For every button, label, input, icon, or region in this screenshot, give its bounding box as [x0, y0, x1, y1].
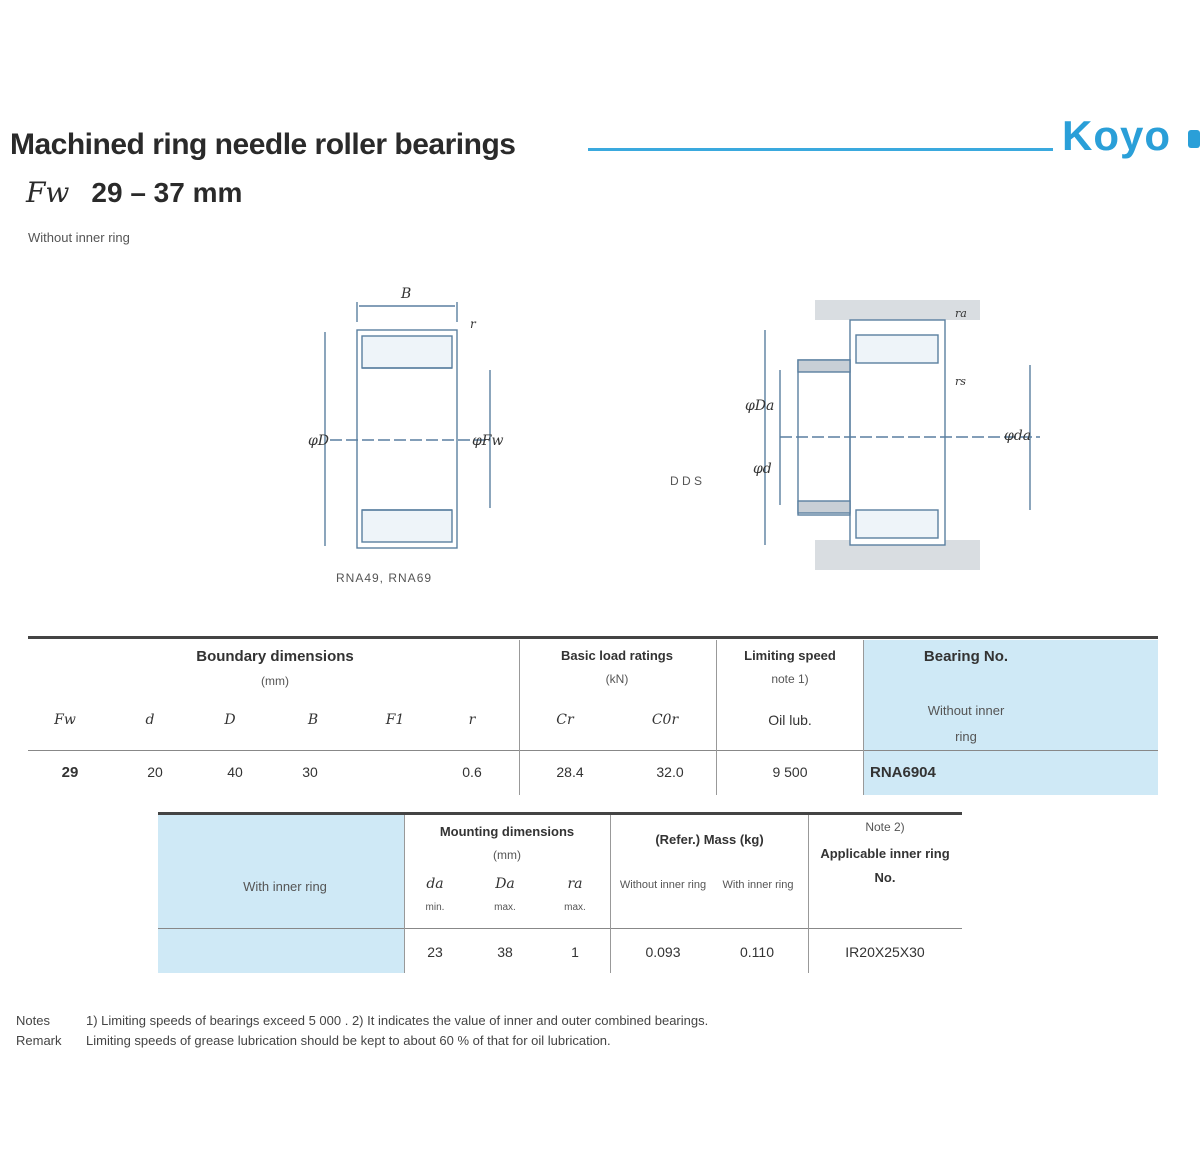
group-mass: (Refer.) Mass (kg) — [655, 832, 764, 847]
col-cr: Cr — [556, 712, 574, 728]
group-mounting-unit: (mm) — [493, 848, 521, 862]
table-row: 0.110 — [740, 944, 774, 960]
housing-diameter-label: φDa — [745, 398, 775, 414]
fw-symbol: Fw — [26, 176, 70, 209]
col-da-sub: min. — [425, 902, 445, 913]
brand-logo: Koyo — [1062, 112, 1171, 159]
group-boundary-unit: (mm) — [261, 674, 289, 688]
notes-text: 1) Limiting speeds of bearings exceed 5 000 . 2) It indicates the value of inner and outer combined bearings. — [86, 1013, 709, 1028]
group-speed: Limiting speed — [744, 648, 836, 663]
group-load-unit: (kN) — [605, 672, 629, 686]
col-c0r: C0r — [651, 712, 679, 728]
remark-line — [16, 1033, 611, 1048]
table-row: 1 — [571, 944, 579, 960]
col-Da-sub: max. — [494, 902, 516, 913]
table-row: 32.0 — [656, 764, 684, 780]
chamfer-label: r — [470, 317, 476, 331]
group-mounting: Mounting dimensions — [439, 824, 575, 839]
col-Da: Da — [495, 876, 515, 892]
group-boundary: Boundary dimensions — [196, 648, 354, 665]
bearing-number: RNA6904 — [870, 764, 936, 781]
table-row: 20 — [147, 764, 163, 780]
outer-diameter-label: φD — [308, 433, 330, 449]
bearing-sub-header: Without inner ring — [927, 703, 1005, 744]
col-ra-sub: max. — [564, 902, 586, 913]
table-row: 23 — [427, 944, 443, 960]
shaft-diameter-label: φda — [1004, 428, 1032, 444]
size-range-value: 29 – 37 mm — [91, 177, 243, 208]
col-r: r — [468, 712, 476, 728]
chamfer-ra-label: ra — [955, 307, 967, 320]
table1-divider — [519, 640, 520, 795]
page-title: Machined ring needle roller bearings — [10, 128, 516, 161]
group-bearing-no: Bearing No. — [923, 648, 1009, 665]
col-fw: Fw — [54, 712, 76, 728]
size-range — [26, 176, 242, 209]
col-D: D — [224, 712, 236, 728]
table1-top-rule — [28, 636, 1158, 639]
table-row: 9 500 — [772, 764, 808, 780]
table1-divider — [716, 640, 717, 795]
brand-mark-icon — [1188, 130, 1200, 148]
table-row: 0.093 — [645, 944, 681, 960]
fw-label: φFw — [472, 433, 504, 449]
bearing-section-figure — [300, 280, 520, 560]
remark-text: Limiting speeds of grease lubrication should be kept to about 60 % of that for oil lubrication. — [86, 1033, 611, 1048]
table2-top-rule — [158, 812, 962, 815]
group-inner-note: Note 2) — [865, 820, 905, 834]
table-row: 38 — [497, 944, 513, 960]
left-figure-caption: RNA49, RNA69 — [336, 571, 433, 585]
inner-diameter-label: φd — [753, 461, 772, 477]
group-applicable-inner: Applicable inner ring No. — [820, 846, 950, 885]
col-F1: F1 — [385, 712, 405, 728]
table2-header-rule — [158, 928, 962, 929]
inner-ring-number: IR20X25X30 — [845, 944, 925, 960]
table2-divider — [610, 815, 611, 973]
chamfer-rs-label: rs — [955, 375, 966, 388]
table1-header-rule — [28, 750, 1158, 751]
group-speed-note: note 1) — [771, 672, 809, 686]
remark-label: Remark — [16, 1033, 62, 1048]
table-row: 30 — [302, 764, 318, 780]
col-B: B — [307, 712, 319, 728]
table1-divider — [863, 640, 864, 795]
table-row: 40 — [227, 764, 243, 780]
group-load: Basic load ratings — [561, 648, 673, 663]
inner-ring-note: Without inner ring — [28, 230, 130, 245]
width-label: B — [401, 286, 412, 302]
with-inner-header: With inner ring — [243, 879, 327, 894]
table-row: 28.4 — [556, 764, 584, 780]
col-oil-lub: Oil lub. — [768, 712, 812, 728]
mounting-figure — [745, 295, 1050, 580]
col-d: d — [145, 712, 155, 728]
notes-label: Notes — [16, 1013, 50, 1028]
col-ra: ra — [567, 876, 583, 892]
table2-divider — [404, 815, 405, 973]
table-row: 29 — [61, 764, 79, 781]
table-row: 0.6 — [462, 764, 482, 780]
col-mass-without: Without inner ring — [619, 879, 707, 891]
table2-divider — [808, 815, 809, 973]
notes-line — [16, 1013, 708, 1028]
right-figure-label: D D S — [670, 474, 703, 488]
title-rule — [588, 148, 1053, 151]
col-da: da — [426, 876, 444, 892]
col-mass-with: With inner ring — [722, 879, 794, 891]
